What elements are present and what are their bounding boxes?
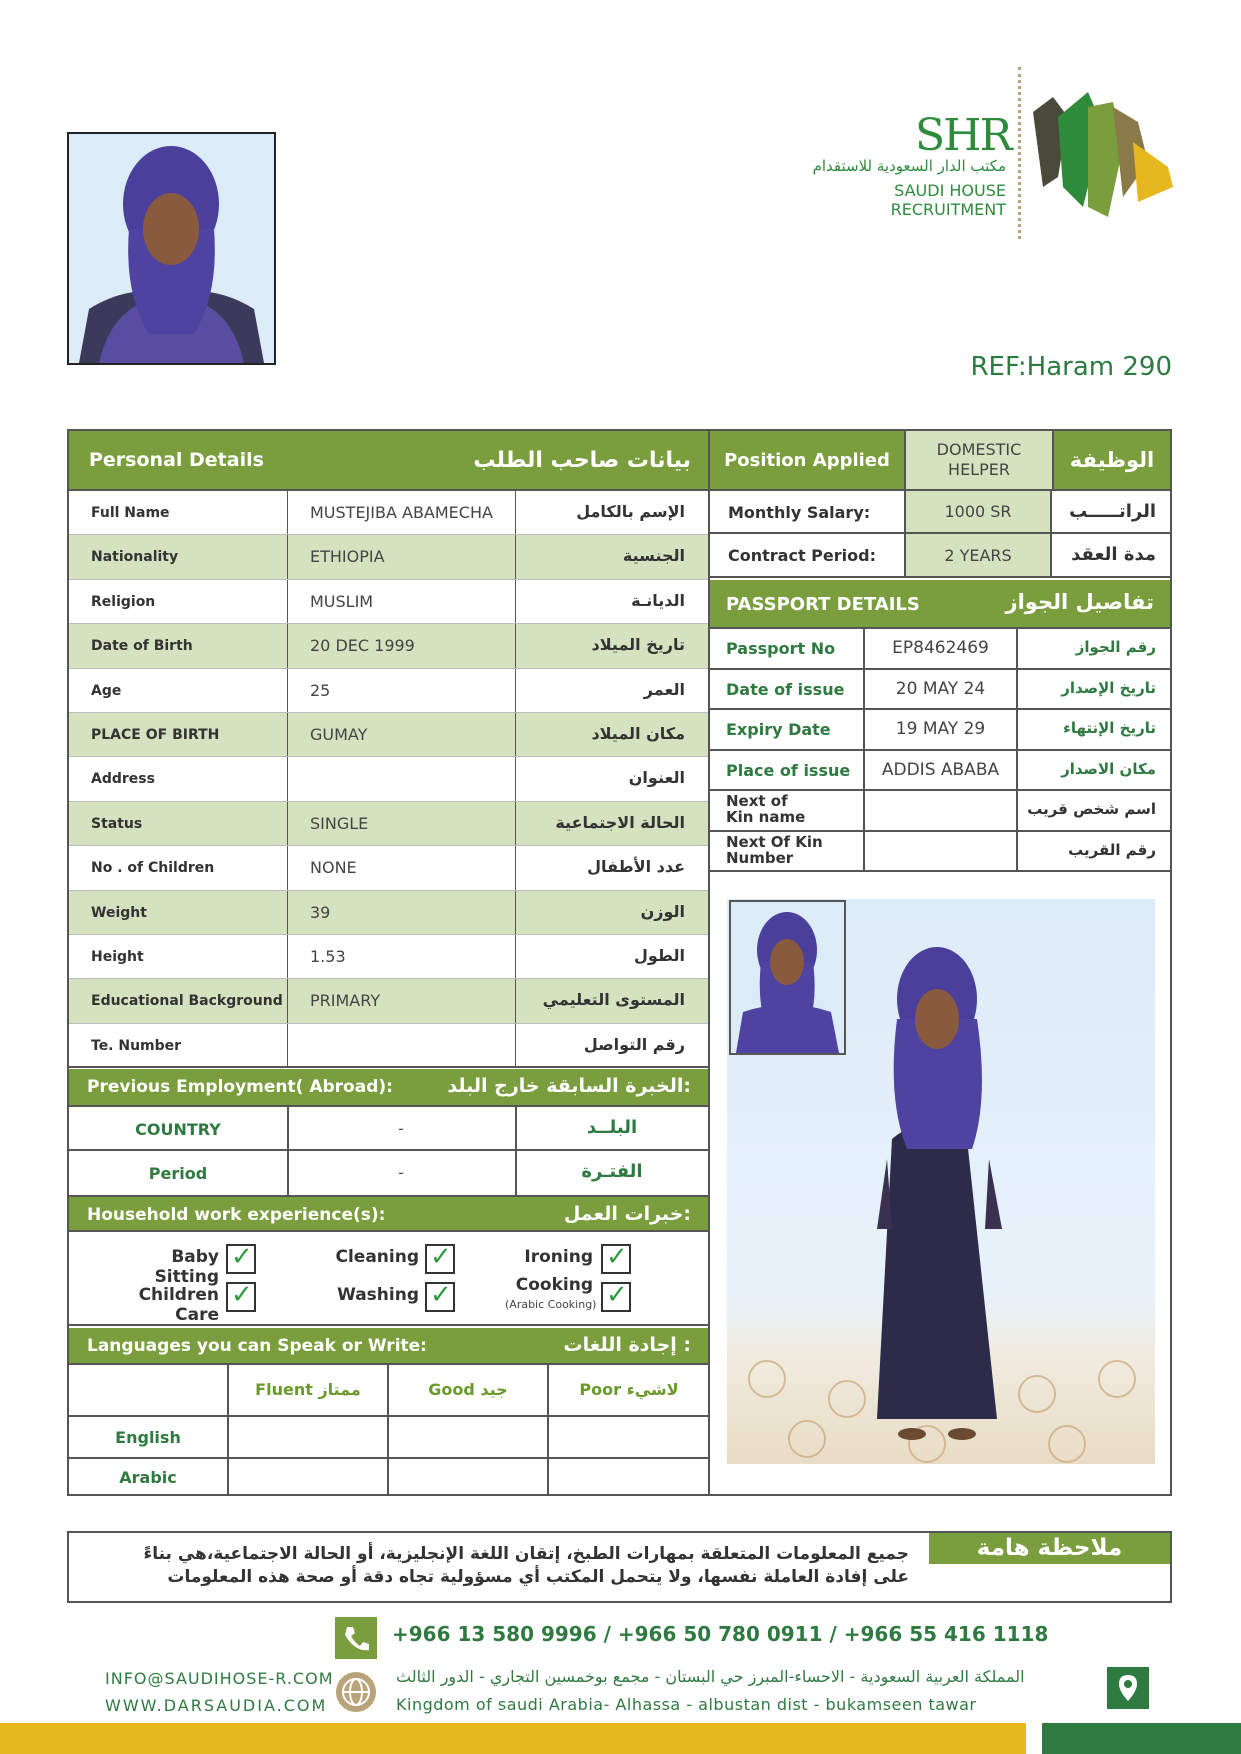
lang-level-good: Good جيد [389,1365,549,1417]
row-contract-period [710,534,1170,578]
row-nationality [69,535,709,579]
field-label: Passport No [726,639,836,658]
field-value: PRIMARY [310,991,381,1011]
field-label-ar: العنوان [628,768,685,788]
personal-title-ar: بيانات صاحب الطلب [473,447,691,473]
skill-cleaning: Cleaning [335,1247,419,1267]
field-value: 1.53 [310,947,346,966]
checkbox-washing [425,1282,455,1312]
field-value: GUMAY [310,725,368,744]
lang-cell [229,1459,389,1496]
row-education [69,979,709,1023]
field-value: SINGLE [310,813,369,833]
row-phone [69,1024,709,1068]
checkbox-cleaning [425,1244,455,1274]
row-next-of-kin-number [710,832,1170,873]
row-monthly-salary [710,491,1170,534]
row-expiry-date [710,710,1170,751]
note-line-2: على إفادة العاملة نفسها، ولا يتحمل المكتب أي مسؤولية تجاه دقة أو صحة هذه المعلومات [167,1567,909,1587]
lang-cell [229,1417,389,1459]
household-skills [69,1230,709,1326]
field-label-ar: الديانـة [631,590,685,610]
field-value: 25 [310,680,331,700]
field-value: - [398,1119,404,1138]
row-religion [69,580,709,624]
row-next-of-kin-name [710,791,1170,832]
inset-portrait-illustration [731,902,844,1053]
field-label: Period [148,1164,208,1183]
field-label-ar: اسم شخص قريب [1027,800,1156,818]
lang-arabic: Arabic [69,1459,229,1496]
field-label-ar: المستوى التعليمي [542,990,685,1010]
note-line-1: جميع المعلومات المتعلقة بمهارات الطبخ، إتقان اللغة الإنجليزية، أو الحالة الاجتماعية،هي بناءً [143,1544,909,1564]
field-label-ar: الراتـــــب [1069,501,1156,522]
field-label: Height [91,949,144,965]
row-date-of-birth [69,624,709,668]
passport-title-ar: تفاصيل الجواز [1005,590,1154,614]
phone-icon [335,1617,377,1659]
field-label: Age [91,682,122,699]
prev-employment-title-en: Previous Employment( Abroad): [87,1077,393,1097]
field-label: Educational Background [91,993,283,1010]
field-label-ar: مدة العقد [1071,544,1156,565]
lang-cell [549,1417,709,1459]
field-label-ar: مكان الميلاد [591,724,685,743]
reference-number: REF:Haram 290 [970,352,1172,382]
field-label-ar: تاريخ الإنتهاء [1063,719,1156,737]
row-passport-no [710,629,1170,670]
row-date-of-issue [710,670,1170,711]
household-title-ar: خبرات العمل: [563,1203,691,1225]
logo-mark: SHR [915,110,1011,161]
field-value: EP8462469 [863,629,1018,668]
field-value: ADDIS ABABA [863,751,1018,790]
row-age [69,669,709,713]
field-label: Place of issue [726,760,851,780]
field-value: 39 [310,902,331,922]
row-place-of-birth [69,713,709,757]
field-value [863,791,1018,830]
lang-cell [389,1417,549,1459]
field-value: ETHIOPIA [310,547,385,567]
saudi-map-icon [1028,87,1178,227]
field-value: 19 MAY 29 [863,710,1018,749]
check-icon: ✓ [231,1242,253,1272]
field-label-ar: الطول [634,946,685,965]
inset-portrait-photo [729,900,846,1055]
row-children [69,846,709,890]
lang-level-poor: Poor لاشيء [549,1365,709,1417]
field-label-ar: تاريخ الإصدار [1061,678,1156,697]
location-pin-icon [1107,1667,1149,1709]
field-label: Next Of Kin Number [726,832,823,867]
applicant-portrait-photo [67,132,276,365]
field-label: Monthly Salary: [728,503,871,522]
check-icon: ✓ [231,1280,253,1310]
checkbox-ironing [601,1244,631,1274]
website-address: WWW.DARSAUDIA.COM [105,1696,328,1715]
field-label-ar: رقم القريب [1068,840,1156,859]
field-value: MUSLIM [310,591,374,611]
footer-bar-green [1042,1723,1241,1754]
passport-title-en: PASSPORT DETAILS [726,594,920,615]
lang-english: English [69,1417,229,1459]
field-value: - [398,1163,404,1182]
logo-divider [1018,67,1021,239]
lang-corner [69,1365,229,1417]
passport-header [710,580,1170,627]
field-label: Nationality [91,549,179,566]
field-label: Address [91,771,155,788]
personal-title-en: Personal Details [89,449,264,471]
row-height [69,935,709,979]
company-logo [790,65,1180,245]
check-icon: ✓ [430,1242,452,1272]
household-header [69,1197,709,1230]
field-label: Religion [91,593,156,610]
field-label-ar: الجنسية [622,546,685,566]
languages-title-en: Languages you can Speak or Write: [87,1336,427,1356]
position-label: Position Applied [710,431,904,489]
row-address [69,757,709,801]
row-full-name [69,491,709,535]
check-icon: ✓ [606,1280,628,1310]
position-label-ar: الوظيفة [1054,431,1170,489]
prev-employment-title-ar: الخبرة السابقة خارج البلد: [447,1075,691,1097]
languages-table [69,1363,709,1494]
row-status [69,802,709,846]
logo-arabic-name: مكتب الدار السعودية للاستقدام [812,157,1006,175]
field-label: Next of Kin name [726,792,806,826]
field-label: Full Name [91,505,170,521]
position-header [710,431,1170,489]
application-form [67,429,1172,1496]
row-prev-period [69,1151,709,1197]
field-label: Weight [91,904,147,921]
skill-children-care: Children Care [138,1285,219,1325]
row-place-of-issue [710,751,1170,792]
lang-cell [549,1459,709,1496]
field-label: Expiry Date [726,720,831,739]
logo-english-name: SAUDI HOUSE RECRUITMENT [890,181,1006,219]
checkbox-baby-sitting [226,1244,256,1274]
address-arabic: المملكة العربية السعودية - الاحساء-المبرز حي البستان - مجمع بوخمسين التجاري - الدور الثالث [396,1667,1025,1686]
field-label: Date of Birth [91,638,193,655]
lang-cell [389,1459,549,1496]
email-address: INFO@SAUDIHOSE-R.COM [105,1669,334,1688]
portrait-illustration [69,134,274,363]
field-label: PLACE OF BIRTH [91,727,220,743]
skill-cooking: Cooking [515,1275,593,1295]
note-text [89,1543,909,1589]
field-label-ar: الفتـرة [581,1161,643,1182]
field-label: No . of Children [91,860,215,877]
household-title-en: Household work experience(s): [87,1205,386,1225]
applicant-full-body-photo [727,899,1155,1464]
field-label: Date of issue [726,679,845,699]
row-weight [69,891,709,935]
field-label-ar: العمر [643,679,685,699]
field-label-ar: البلــد [586,1117,638,1138]
position-value: DOMESTIC HELPER [904,431,1054,489]
field-value: 20 MAY 24 [863,670,1018,709]
check-icon: ✓ [606,1242,628,1272]
phone-numbers: +966 13 580 9996 / +966 50 780 0911 / +966 55 416 1118 [392,1622,1049,1646]
personal-details-header [69,431,709,489]
address-english: Kingdom of saudi Arabia- Alhassa - albustan dist - bukamseen tawar [396,1695,977,1714]
field-label-ar: الإسم بالكامل [576,502,685,521]
checkbox-children-care [226,1282,256,1312]
languages-header [69,1328,709,1363]
field-label: Status [91,815,143,832]
field-value [863,832,1018,871]
lang-level-fluent: Fluent ممتاز [229,1365,389,1417]
languages-title-ar: إجادة اللغات : [563,1334,691,1356]
field-label: Contract Period: [728,546,876,565]
field-label: Te. Number [91,1037,182,1054]
important-note [67,1531,1172,1603]
field-label-ar: عدد الأطفال [587,857,685,877]
note-badge: ملاحظة هامة [929,1533,1170,1564]
skill-baby-sitting: Baby Sitting [154,1247,219,1287]
field-label-ar: الوزن [640,901,685,921]
checkbox-cooking [601,1282,631,1312]
cooking-note: (Arabic Cooking) [505,1298,597,1311]
field-label-ar: رقم التواصل [583,1034,685,1054]
field-value: 2 YEARS [904,534,1052,576]
skill-washing: Washing [337,1285,419,1305]
globe-icon [336,1672,376,1712]
skill-ironing: Ironing [524,1247,593,1267]
field-label-ar: مكان الاصدار [1061,759,1156,778]
field-label-ar: رقم الجواز [1075,638,1156,656]
footer-bar-yellow [0,1723,1026,1754]
field-label: COUNTRY [135,1120,221,1139]
check-icon: ✓ [430,1280,452,1310]
field-value: 20 DEC 1999 [310,636,415,656]
field-value: NONE [310,858,357,878]
field-value: MUSTEJIBA ABAMECHA [310,503,493,522]
row-prev-country [69,1105,709,1151]
field-label-ar: تاريخ الميلاد [591,635,685,655]
prev-employment-header [69,1069,709,1105]
field-label-ar: الحالة الاجتماعية [555,812,685,832]
field-value: 1000 SR [904,491,1052,532]
